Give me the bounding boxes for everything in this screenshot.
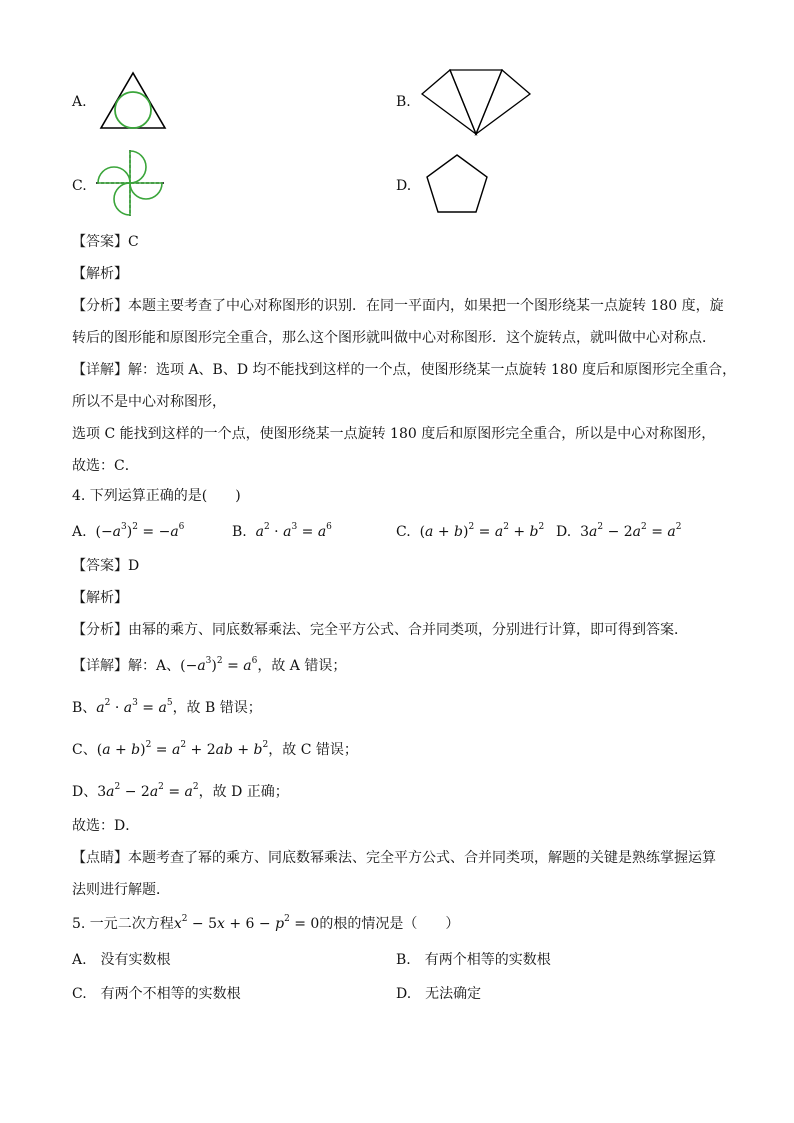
q4-stem: 4. 下列运算正确的是( ) — [72, 488, 241, 504]
q3-jiexi: 【解析】 — [72, 266, 128, 282]
pentagon-figure — [424, 152, 490, 216]
q5-stem-prefix: 5. 一元二次方程 — [72, 916, 174, 932]
q4-option-c-formula: $(a + b)^2 = a^2 + b^2$ — [419, 522, 545, 540]
q4-comment-1 — [72, 848, 716, 868]
pinwheel-figure — [94, 148, 166, 218]
q4-option-a — [72, 522, 184, 542]
detail-b-prefix: B、 — [72, 700, 97, 716]
q4-option-c-label: C. — [396, 524, 411, 540]
q4-option-c — [396, 522, 544, 542]
analysis-text: 本题主要考查了中心对称图形的识别．在同一平面内，如果把一个图形绕某一点旋转 180 度，旋 — [128, 298, 724, 314]
detail-d-prefix: D、 — [72, 784, 98, 800]
detail-a-formula: $(-a^3)^2 = a^6$ — [180, 656, 258, 674]
q4-option-d — [556, 522, 681, 542]
detail-d-formula: $3a^2 - 2a^2 = a^2$ — [97, 782, 199, 800]
q4-comment-2: 法则进行解题． — [72, 882, 170, 898]
detail-tag: 【详解】 — [72, 362, 128, 378]
option-b-label: B. — [396, 94, 411, 110]
q4-option-a-label: A. — [72, 524, 87, 540]
analysis-text: 由幂的乘方、同底数幂乘法、完全平方公式、合并同类项，分别进行计算，即可得到答案． — [128, 622, 688, 638]
option-d-label: D. — [396, 178, 412, 194]
detail-tag: 【详解】 — [72, 658, 128, 674]
detail-c-suffix: ，故 C 错误； — [268, 742, 358, 758]
option-c-label: C. — [72, 178, 87, 194]
q4-detail-a — [72, 656, 346, 676]
q3-detail-2: 所以不是中心对称图形， — [72, 394, 226, 410]
q4-detail-b — [72, 698, 262, 718]
q4-answer — [72, 556, 139, 576]
q5-option-d: D. 无法确定 — [396, 986, 482, 1002]
comment-text: 本题考查了幂的乘方、同底数幂乘法、完全平方公式、合并同类项，解题的关键是熟练掌握运算 — [128, 850, 716, 866]
answer-tag: 【答案】 — [72, 558, 128, 574]
q4-detail-d — [72, 782, 289, 802]
q3-detail-3: 选项 C 能找到这样的一个点，使图形绕某一点旋转 180 度后和原图形完全重合，所以是中心对称图形， — [72, 426, 716, 442]
comment-tag: 【点睛】 — [72, 850, 128, 866]
detail-a-prefix: 解：A、 — [128, 658, 181, 674]
q5-stem — [72, 914, 459, 934]
q4-option-d-label: D. — [556, 524, 572, 540]
detail-b-formula: $a^2 \cdot a^3 = a^5$ — [96, 698, 173, 716]
q4-option-d-formula: $3a^2 - 2a^2 = a^2$ — [580, 522, 682, 540]
q3-answer — [72, 232, 139, 252]
fan-triangles-figure — [420, 66, 532, 136]
q4-option-a-formula: $(-a^3)^2 = -a^6$ — [95, 522, 185, 540]
q3-conclusion: 故选：C． — [72, 458, 139, 474]
q5-equation: $x^2 - 5x + 6 - p^2 = 0$ — [173, 914, 320, 932]
q3-detail-1 — [72, 360, 736, 380]
detail-b-suffix: ，故 B 错误； — [172, 700, 262, 716]
answer-value: D — [128, 558, 140, 574]
q5-stem-suffix: 的根的情况是（ ） — [319, 916, 460, 932]
analysis-tag: 【分析】 — [72, 622, 128, 638]
q4-detail-c — [72, 740, 358, 760]
q4-option-b — [232, 522, 332, 542]
q5-option-b: B. 有两个相等的实数根 — [396, 952, 551, 968]
detail-a-suffix: ，故 A 错误； — [257, 658, 347, 674]
q4-option-b-label: B. — [232, 524, 247, 540]
q4-option-b-formula: $a^2 \cdot a^3 = a^6$ — [251, 522, 332, 540]
triangle-incircle-figure — [98, 70, 168, 132]
q3-analysis-1 — [72, 296, 724, 316]
detail-c-formula: $(a + b)^2 = a^2 + 2ab + b^2$ — [96, 740, 269, 758]
q5-option-c: C. 有两个不相等的实数根 — [72, 986, 241, 1002]
answer-value: C — [128, 234, 139, 250]
detail-text: 解：选项 A、B、D 均不能找到这样的一个点，使图形绕某一点旋转 180 度后和原图形完全重合， — [128, 362, 737, 378]
q4-conclusion: 故选：D． — [72, 818, 140, 834]
answer-tag: 【答案】 — [72, 234, 128, 250]
q4-jiexi: 【解析】 — [72, 590, 128, 606]
analysis-tag: 【分析】 — [72, 298, 128, 314]
q4-analysis — [72, 620, 688, 640]
detail-c-prefix: C、 — [72, 742, 97, 758]
q3-analysis-2: 转后的图形能和原图形完全重合，那么这个图形就叫做中心对称图形．这个旋转点，就叫做中心对称点． — [72, 330, 716, 346]
option-a-label: A. — [72, 94, 87, 110]
q5-option-a: A. 没有实数根 — [72, 952, 171, 968]
detail-d-suffix: ，故 D 正确； — [198, 784, 289, 800]
